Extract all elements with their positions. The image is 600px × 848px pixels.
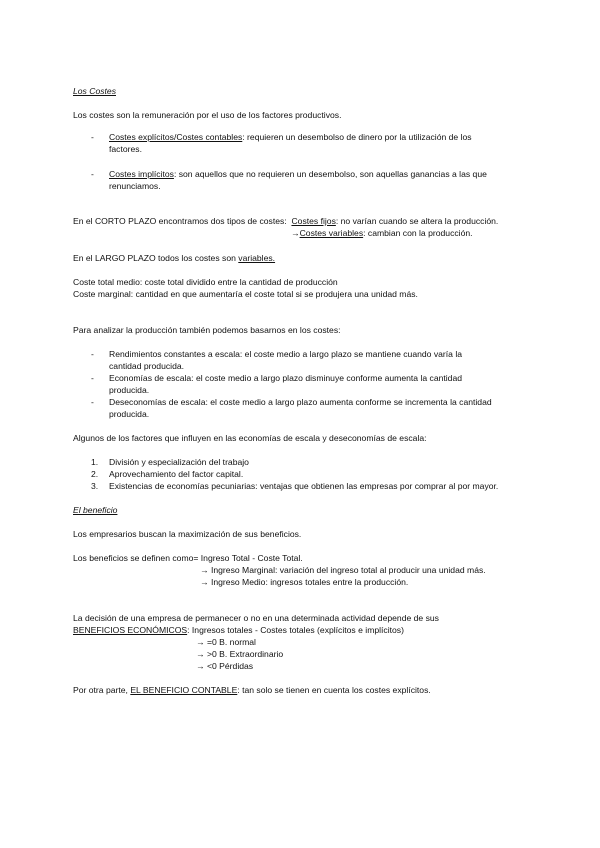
- bullet-dash: -: [91, 169, 94, 179]
- contable-intro: Por otra parte,: [73, 685, 128, 695]
- text-explicitos-cont: factores.: [109, 144, 142, 154]
- list-item-explicitos: [109, 132, 527, 143]
- factor-num: 1.: [91, 457, 99, 467]
- bullet-dash: -: [91, 132, 94, 142]
- text-implicitos-cont: renunciamos.: [109, 181, 161, 191]
- term-beneficios-economicos: BENEFICIOS ECONÓMICOS: [73, 625, 188, 635]
- analizar-intro: Para analizar la producción también podemos basarnos en los costes:: [73, 325, 341, 335]
- economias-text: Economías de escala: el coste medio a largo plazo disminuye conforme aumenta la cantidad: [109, 373, 463, 383]
- beneficio-normal: → =0 B. normal: [196, 637, 256, 647]
- arrow-icon: →: [291, 228, 300, 238]
- text-beneficios-economicos: : Ingresos totales - Costes totales (explícitos e implícitos): [187, 625, 404, 635]
- largo-plazo-intro: En el LARGO PLAZO todos los costes son: [73, 253, 236, 263]
- beneficio-perdidas: → <0 Pérdidas: [196, 661, 254, 671]
- deseconomias-line2: producida.: [109, 409, 150, 419]
- bullet-dash: -: [91, 373, 94, 383]
- factores-intro: Algunos de los factores que influyen en las economías de escala y deseconomías de escala:: [73, 433, 427, 443]
- term-costes-fijos: Costes fijos: [291, 216, 336, 226]
- rendimientos-line1: Rendimientos constantes a escala: el coste medio a largo plazo se mantiene cuando varía la: [109, 349, 463, 359]
- ingreso-medio: → Ingreso Medio: ingresos totales entre la producción.: [200, 577, 409, 587]
- section-title-costes: Los Costes: [73, 86, 116, 96]
- text-implicitos: : son aquellos que no requieren un desembolso, son aquellas ganancias a las que: [173, 169, 487, 179]
- list-item-implicitos: [109, 169, 527, 180]
- beneficio-extraordinario: → >0 B. Extraordinario: [196, 649, 284, 659]
- term-costes-variables: Costes variables: [299, 228, 364, 238]
- text-explicitos: : requieren un desembolso de dinero por la utilización de los: [242, 132, 472, 142]
- ingreso-marginal: → Ingreso Marginal: variación del ingreso total al producir una unidad más.: [200, 565, 486, 575]
- costes-variables-line: [291, 228, 473, 239]
- economias-line2: producida.: [109, 385, 150, 395]
- factor-num: 2.: [91, 469, 99, 479]
- coste-marginal: Coste marginal: cantidad en que aumentaría el coste total si se produjera una unidad más.: [73, 289, 418, 299]
- rendimientos-line2: cantidad producida.: [109, 361, 185, 371]
- text-costes-variables: : cambian con la producción.: [363, 228, 473, 238]
- beneficio-definicion: Los beneficios se definen como= Ingreso Total - Coste Total.: [73, 553, 303, 563]
- coste-total-medio: Coste total medio: coste total dividido entre la cantidad de producción: [73, 277, 338, 287]
- beneficio-contable-line: [73, 685, 431, 696]
- decision-text: La decisión de una empresa de permanecer o no en una determinada actividad depende de sus: [73, 613, 439, 623]
- bullet-dash: -: [91, 349, 94, 359]
- text-costes-fijos: : no varían cuando se altera la producción.: [335, 216, 499, 226]
- factor-text: División y especialización del trabajo: [109, 457, 249, 467]
- corto-plazo-intro: En el CORTO PLAZO encontramos dos tipos de costes:: [73, 216, 287, 226]
- costes-definition: Los costes son la remuneración por el uso de los factores productivos.: [73, 110, 342, 120]
- section-title-beneficio: El beneficio: [73, 505, 118, 515]
- beneficio-maximizacion: Los empresarios buscan la maximización de sus beneficios.: [73, 529, 302, 539]
- bullet-dash: -: [91, 397, 94, 407]
- factor-text: Aprovechamiento del factor capital.: [109, 469, 244, 479]
- term-beneficio-contable: EL BENEFICIO CONTABLE: [130, 685, 238, 695]
- term-variables: variables.: [238, 253, 276, 263]
- contable-text: : tan solo se tienen en cuenta los costes explícitos.: [237, 685, 431, 695]
- largo-plazo-line: [73, 253, 275, 264]
- factor-num: 3.: [91, 481, 99, 491]
- deseconomias-line1: Deseconomías de escala: el coste medio a largo plazo aumenta conforme se incrementa la cantidad: [109, 397, 492, 407]
- factor-text: Existencias de economías pecuniarias: ventajas que obtienen las empresas por comprar al por mayor.: [109, 481, 499, 491]
- corto-plazo-line: [73, 216, 498, 227]
- economias-line1: [109, 373, 527, 384]
- term-explicitos: Costes explícitos/Costes contables: [109, 132, 243, 142]
- beneficios-economicos-line: [73, 625, 404, 636]
- term-implicitos: Costes implícitos: [109, 169, 174, 179]
